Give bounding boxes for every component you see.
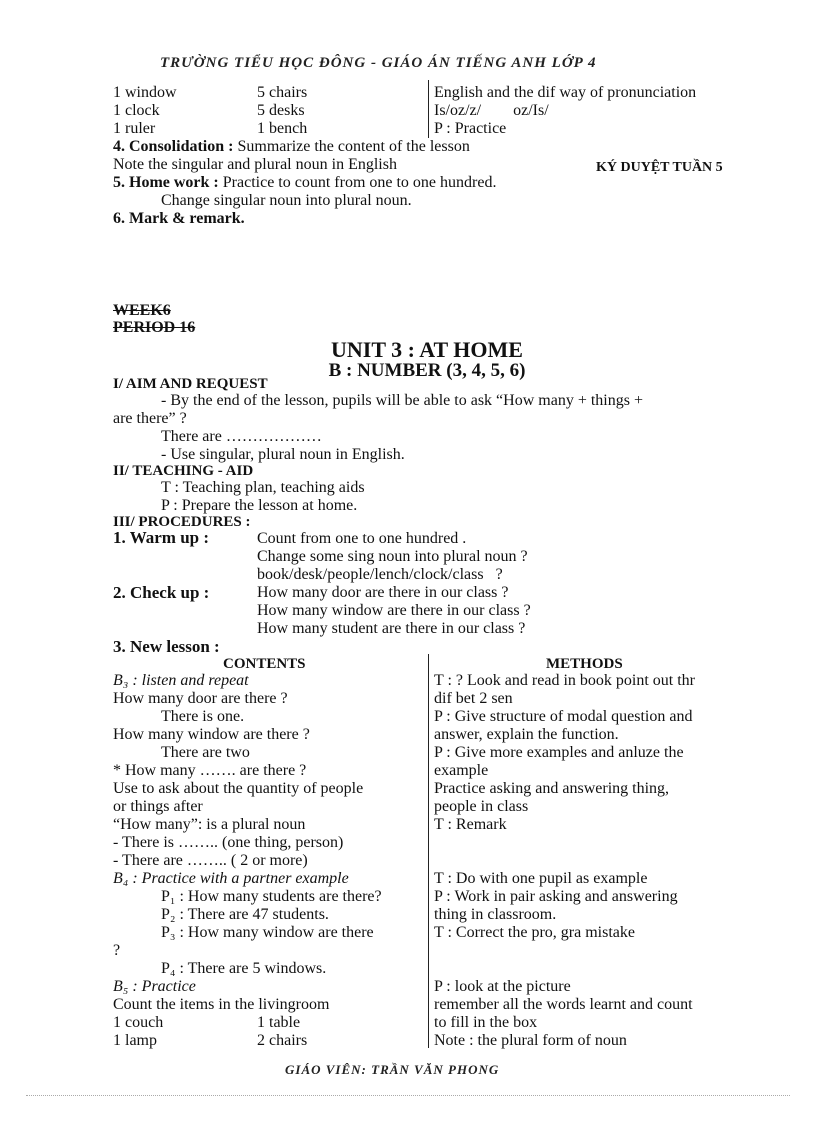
contents-row-15: ? (113, 942, 121, 959)
methods-row-5: example (434, 762, 489, 779)
top-right-0: English and the dif way of pronunciation (434, 84, 697, 101)
methods-row-0: T : ? Look and read in book point out thr (434, 672, 695, 689)
homework-line (113, 174, 496, 192)
top-table-divider (428, 80, 429, 138)
warm-up-label: 1. Warm up : (113, 528, 210, 547)
page-footer: GIÁO VIÊN: TRẦN VĂN PHONG (285, 1062, 500, 1077)
contents-row-9: - There is …….. (one thing, person) (113, 834, 344, 851)
consolidation-text: Summarize the content of the lesson (233, 138, 470, 155)
contents-row-17: B₅ : Practice (113, 978, 196, 995)
contents-row-6: Use to ask about the quantity of people (113, 780, 364, 797)
methods-row-10: P : Work in pair asking and answering (434, 888, 678, 905)
consolidation-line (113, 138, 470, 156)
procedures-heading: III/ PROCEDURES : (113, 514, 251, 530)
methods-heading: METHODS (546, 656, 623, 672)
methods-row-8: T : Remark (434, 816, 507, 833)
consolidation-label: 4. Consolidation : (113, 138, 234, 155)
aid-t: T : Teaching plan, teaching aids (161, 479, 365, 496)
aim-line1: - By the end of the lesson, pupils will be able to ask “How many + things + (161, 392, 643, 409)
top-left1-1: 1 clock (113, 102, 160, 119)
contents-row-5: * How many ……. are there ? (113, 762, 307, 779)
homework-text: Practice to count from one to one hundred. (218, 174, 497, 191)
contents-row-11: B₄ : Practice with a partner example (113, 870, 349, 887)
aim-line2: are there” ? (113, 410, 187, 427)
methods-row-2: P : Give structure of modal question and (434, 708, 693, 725)
contents-row-3: How many window are there ? (113, 726, 310, 743)
unit-title: UNIT 3 : AT HOME (331, 337, 523, 362)
methods-row-4: P : Give more examples and anluze the (434, 744, 684, 761)
contents-heading: CONTENTS (223, 656, 306, 672)
methods-row-9: T : Do with one pupil as example (434, 870, 648, 887)
contents-row-13: P₂ : There are 47 students. (161, 906, 329, 923)
aim-heading: I/ AIM AND REQUEST (113, 376, 268, 392)
contents-row-22: 2 chairs (257, 1032, 308, 1049)
new-lesson-label: 3. New lesson : (113, 637, 220, 656)
contents-row-2: There is one. (161, 708, 245, 725)
homework-label: 5. Home work : (113, 174, 219, 191)
contents-row-20: 1 table (257, 1014, 301, 1031)
page-bottom-rule (26, 1095, 790, 1096)
period-label: PERIOD 16 (113, 319, 196, 336)
contents-row-14: P₃ : How many window are there (161, 924, 374, 941)
aid-heading: II/ TEACHING - AID (113, 463, 254, 479)
contents-row-16: P₄ : There are 5 windows. (161, 960, 327, 977)
methods-row-16: Note : the plural form of noun (434, 1032, 627, 1049)
methods-row-6: Practice asking and answering thing, (434, 780, 670, 797)
contents-row-21: 1 lamp (113, 1032, 157, 1049)
contents-row-1: How many door are there ? (113, 690, 288, 707)
contents-row-10: - There are …….. ( 2 or more) (113, 852, 308, 869)
contents-row-0: B₃ : listen and repeat (113, 672, 249, 689)
methods-row-13: P : look at the picture (434, 978, 571, 995)
methods-row-3: answer, explain the function. (434, 726, 619, 743)
week-label: WEEK6 (113, 302, 171, 319)
methods-row-15: to fill in the box (434, 1014, 538, 1031)
contents-row-7: or things after (113, 798, 203, 815)
top-left2-0: 5 chairs (257, 84, 308, 101)
top-left1-0: 1 window (113, 84, 177, 101)
top-right-1: Is/oz/z/ oz/Is/ (434, 102, 549, 119)
methods-row-11: thing in classroom. (434, 906, 557, 923)
unit-subtitle: B : NUMBER (3, 4, 5, 6) (328, 360, 526, 381)
methods-row-14: remember all the words learnt and count (434, 996, 693, 1013)
top-left2-2: 1 bench (257, 120, 308, 137)
contents-row-18: Count the items in the livingroom (113, 996, 330, 1013)
check-up-1: How many window are there in our class ? (257, 602, 531, 619)
check-up-0: How many door are there in our class ? (257, 584, 509, 601)
top-right-2: P : Practice (434, 120, 507, 137)
contents-row-12: P₁ : How many students are there? (161, 888, 382, 905)
methods-row-7: people in class (434, 798, 529, 815)
page-header: TRƯỜNG TIỂU HỌC ĐÔNG - GIÁO ÁN TIẾNG ANH LỚP 4 (160, 55, 597, 71)
signature-label: KÝ DUYỆT TUẦN 5 (596, 160, 723, 175)
aid-p: P : Prepare the lesson at home. (161, 497, 358, 514)
top-left2-1: 5 desks (257, 102, 305, 119)
check-up-label: 2. Check up : (113, 583, 210, 602)
methods-row-12: T : Correct the pro, gra mistake (434, 924, 635, 941)
aim-line3: There are ……………… (161, 428, 322, 445)
contents-row-4: There are two (161, 744, 250, 761)
table-divider (428, 654, 429, 1048)
homework-line2: Change singular noun into plural noun. (161, 192, 412, 209)
warm-up-1: Change some sing noun into plural noun ? (257, 548, 528, 565)
contents-row-8: “How many”: is a plural noun (113, 816, 306, 833)
check-up-2: How many student are there in our class ? (257, 620, 526, 637)
methods-row-1: dif bet 2 sen (434, 690, 513, 707)
aim-line4: - Use singular, plural noun in English. (161, 446, 405, 463)
mark-remark: 6. Mark & remark. (113, 210, 245, 227)
top-left1-2: 1 ruler (113, 120, 156, 137)
contents-row-19: 1 couch (113, 1014, 164, 1031)
warm-up-0: Count from one to one hundred . (257, 530, 467, 547)
warm-up-2: book/desk/people/lench/clock/class ? (257, 566, 503, 583)
note-line: Note the singular and plural noun in English (113, 156, 397, 173)
